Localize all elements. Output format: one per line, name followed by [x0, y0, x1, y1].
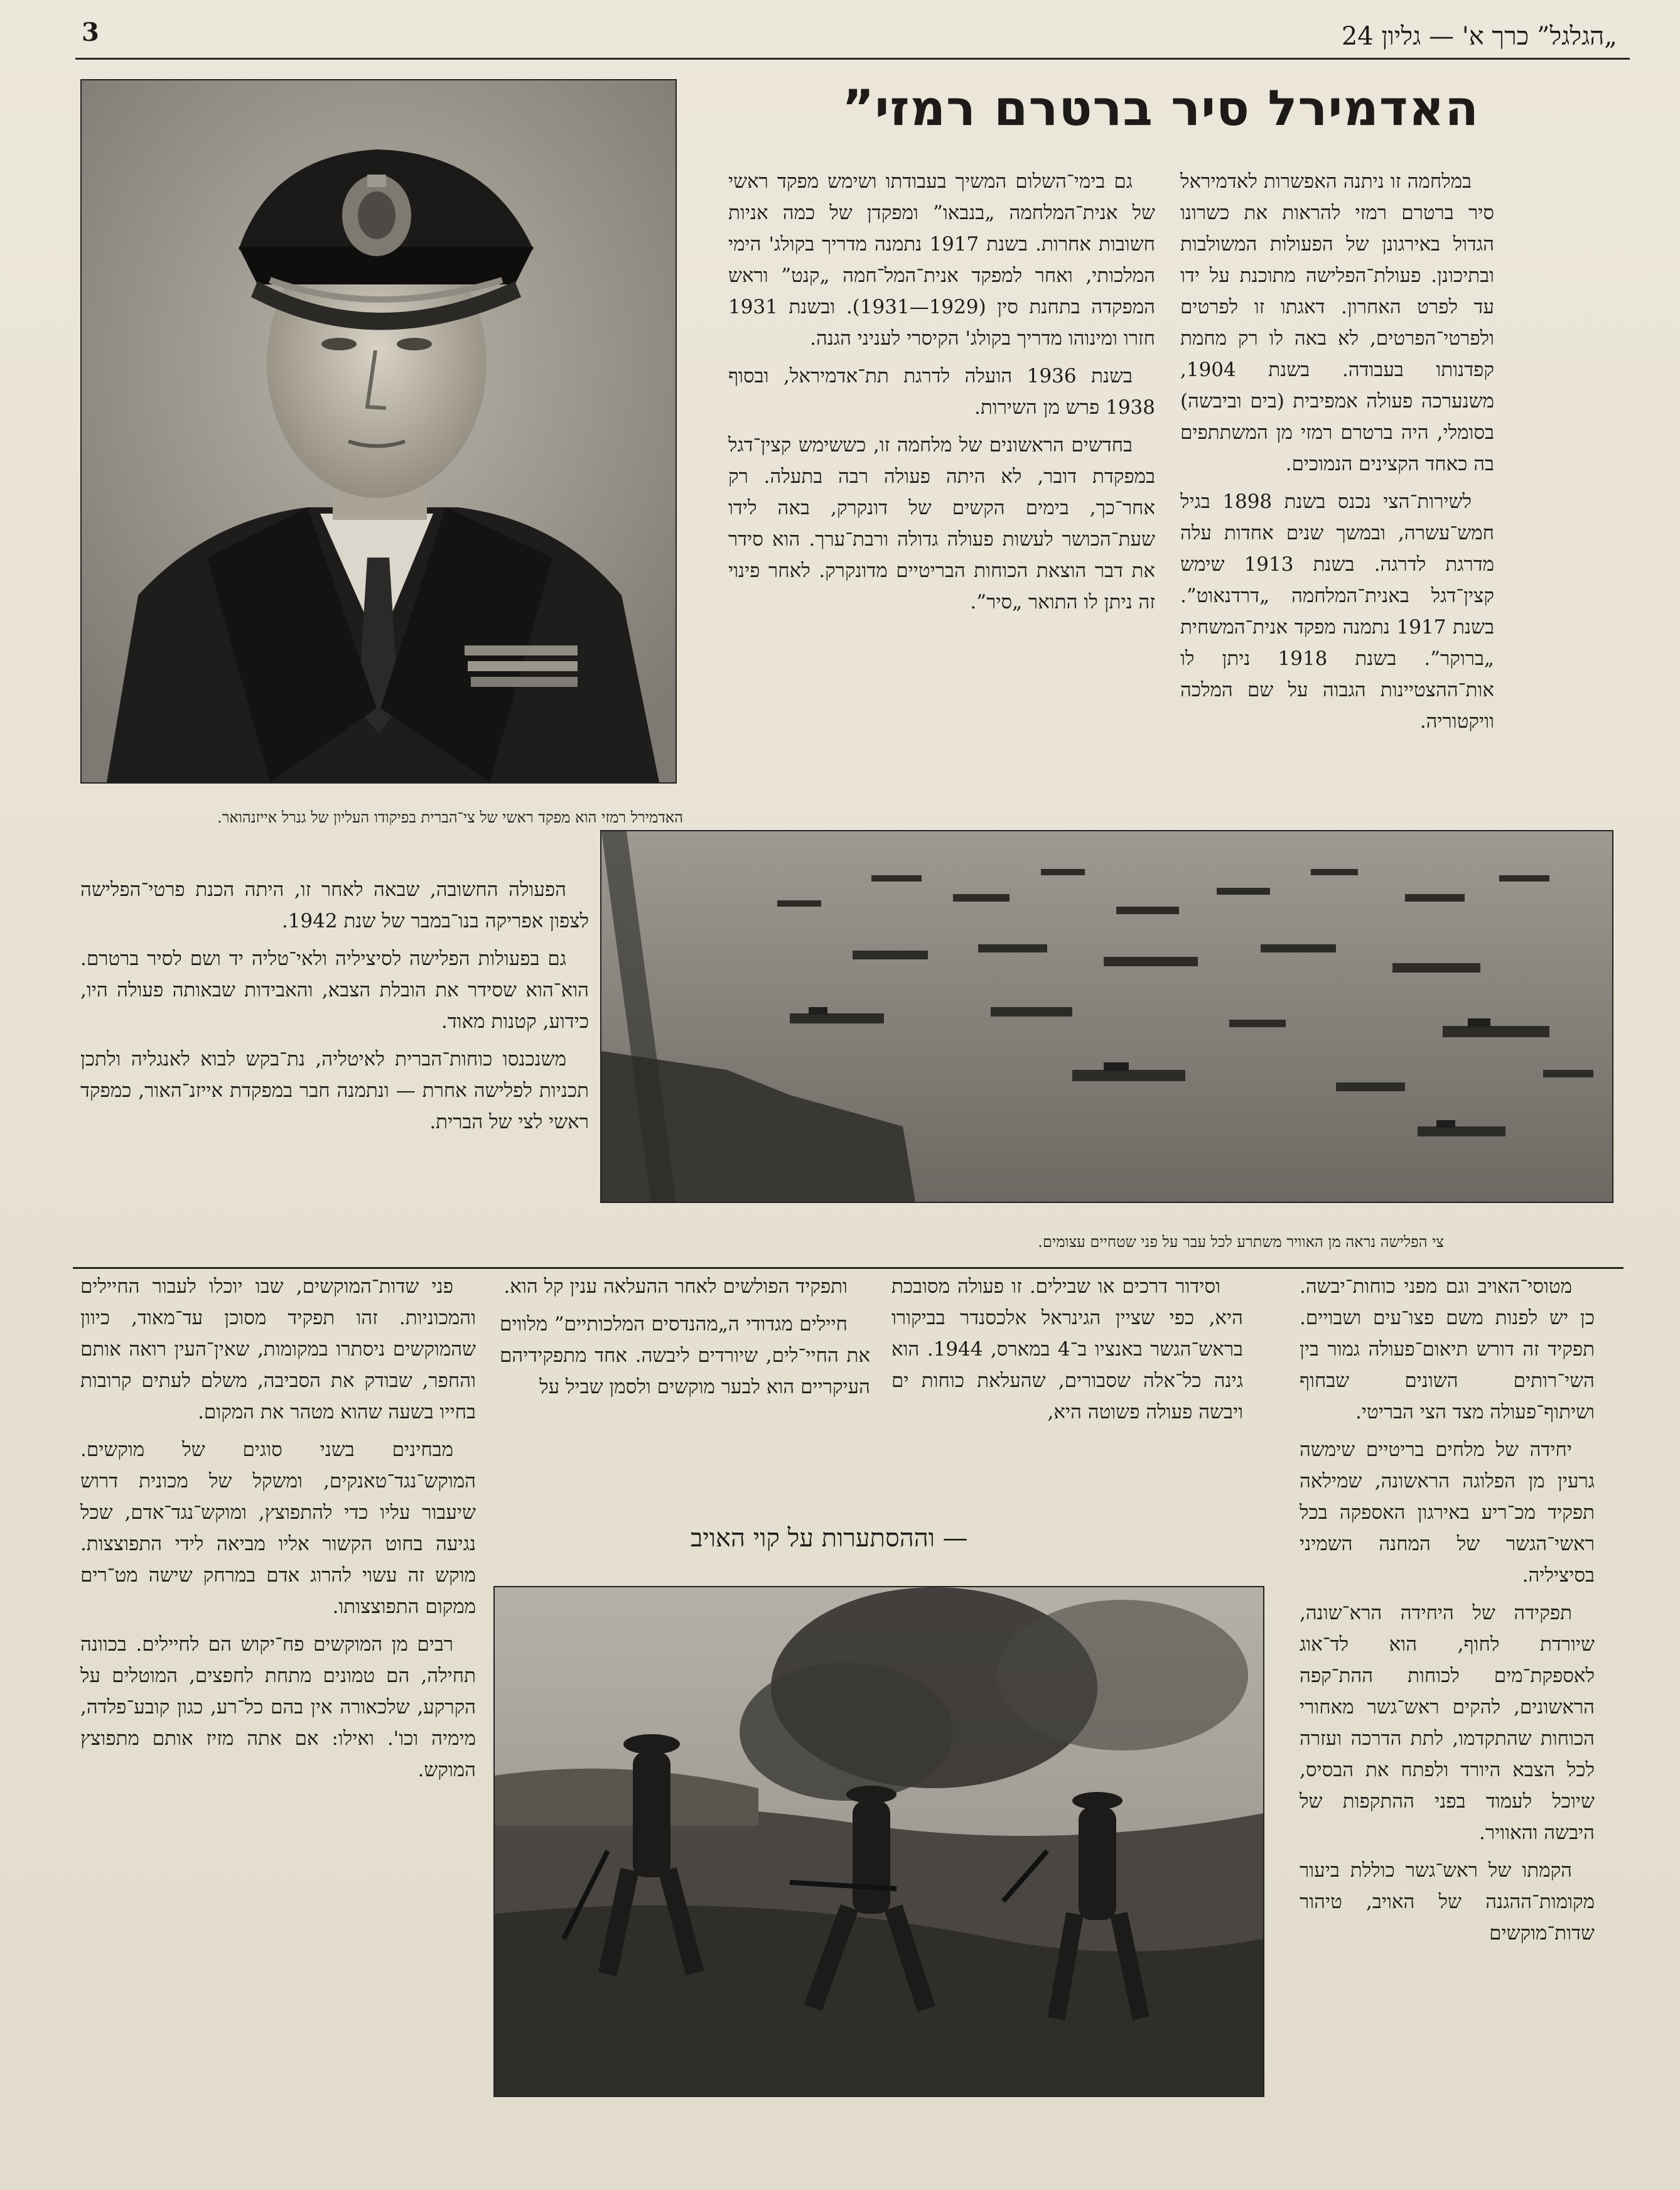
lower-column-2 — [891, 1271, 1243, 1434]
paragraph: חיילים מגדודי ה„מהנדסים המלכותיים” מלווים את החיי־לים, שיורדים ליבשה. אחד מתפקידיהם העיקריים הוא לבער מוקשים ולסמן שביל על — [500, 1313, 870, 1398]
paragraph: במלחמה זו ניתנה האפשרות לאדמיראל סיר ברטרם רמזי להראות את כשרונו הגדול באירגונן של הפעולות המשולבות ובתיכונן. פעולת־הפלישה מתוכנת על ידו עד לפרט האחרון. דאגתו זו לפרטים ולפרטי־הפרטים, לא באה לו רק מחמת קפדנותו בעבודה. בשנת 1904, משנערכה פעולה אמפיבית (בים וביבשה) בסומלי, היה ברטרם רמזי מן המשתתפים בה כאחד הקצינים הנמוכים. — [1180, 170, 1494, 475]
paragraph: ותפקיד הפולשים לאחר ההעלאה ענין קל הוא. — [503, 1275, 848, 1298]
admiral-portrait-photo — [80, 79, 677, 784]
intro-column-left — [728, 166, 1155, 624]
paragraph: מטוסי־האויב וגם מפני כוחות־יבשה. כן יש לפנות משם פצו־עים ושבויים. תפקיד זה דורש תיאום־פעולה גמור בין השי־רותים השונים שבחוף ושיתוף־פעולה מצד הצי הבריטי. — [1300, 1275, 1595, 1423]
paragraph: גם בימי־השלום המשיך בעבודתו ושימש מפקד ראשי של אנית־המלחמה „בנבאו” ומפקדן של כמה אניות חשובות אחרות. בשנת 1917 נתמנה מדריך בקולג' הימי המלכותי, ואחר למפקד אנית־המל־חמה „קנט” וראש המפקדה בתחנת סין (1929—1931). ובשנת 1931 חזרו ומינוהו מדריך בקולג' הקיסרי לעניני הגנה. — [728, 170, 1156, 350]
paragraph: משנכנסו כוחות־הברית לאיטליה, נת־בקש לבוא לאנגליה ולתכן תכניות לפלישה אחרת — ונתמנה חבר במפקדת אייזנ־האור, כמפקד ראשי לצי של הברית. — [80, 1048, 589, 1133]
section-divider — [73, 1267, 1623, 1269]
paragraph: הפעולה החשובה, שבאה לאחר זו, היתה הכנת פרטי־הפלישה לצפון אפריקה בנו־במבר של שנת 1942. — [80, 878, 589, 932]
lower-column-4 — [80, 1271, 476, 1792]
page-number: 3 — [82, 18, 99, 47]
portrait-caption: האדמירל רמזי הוא מפקד ראשי של צי־הברית בפיקודו העליון של גנרל אייזנהואר. — [217, 809, 683, 826]
header-rule — [75, 58, 1630, 60]
soldiers-assault-photo — [493, 1586, 1264, 2097]
lower-column-1 — [1300, 1271, 1595, 1955]
paragraph: לשירות־הצי נכנס בשנת 1898 בגיל חמש־עשרה, ובמשך שנים אחדות עלה מדרגת לדרגה. בשנת 1913 שימש קצין־דגל באנית־המלחמה „דרדנאוט”. בשנת 1917 נתמנה מפקד אנית־המשחית „ברוקר”. בשנת 1918 ניתן לו אות־ההצטיינות הגבוה על שם המלכה וויקטוריה. — [1180, 490, 1495, 733]
paragraph: וסידור דרכים או שבילים. זו פעולה מסובכת היא, כפי שציין הגינראל אלכסנדר בביקורו בראש־הגשר באנציו ב־4 במארס, 1944. הוא גינה כל־אלה שסבורים, שהעלאת כוחות ים ויבשה פעולה פשוטה היא, — [891, 1275, 1243, 1423]
paragraph: פני שדות־המוקשים, שבו יוכלו לעבור החיילים והמכוניות. זהו תפקיד מסוכן עד־מאוד, כיוון שהמוקשים ניסתרו במקומות, שאין־העין רואה אותם והחפר, שבודק את הסביבה, משלם לעתים קרובות בחייו בשעה שהוא מטהר את המקום. — [80, 1275, 476, 1423]
paragraph: בשנת 1936 הועלה לדרגת תת־אדמיראל, ובסוף 1938 פרש מן השירות. — [728, 365, 1155, 419]
paragraph: רבים מן המוקשים פח־יקוש הם לחיילים. בכוונה תחילה, הם טמונים מתחת לחפצים, המוטלים על הקרקע, שלכאורה אין בהם כל־רע, כגון קובע־פלדה, מימיה וכו'. ואילו: אם אתה מזיז אותם מתפוצץ המוקש. — [80, 1633, 476, 1781]
invasion-fleet-photo — [600, 830, 1613, 1203]
section-title: — וההסתערות על קוי האויב — [691, 1524, 968, 1553]
paragraph: הקמתו של ראש־גשר כוללת ביעור מקומות־ההגנה של האויב, טיהור שדות־מוקשים — [1300, 1859, 1595, 1945]
lower-column-3 — [500, 1271, 870, 1409]
intro-column-right — [1180, 166, 1494, 743]
paragraph: יחידה של מלחים בריטיים שימשה גרעין מן הפלוגה הראשונה, שמילאה תפקיד מכ־ריע באירגון האספקה בכל ראשי־הגשר של המחנה השמיני בסיציליה. — [1300, 1438, 1595, 1587]
paragraph: גם בפעולות הפלישה לסיציליה ולאי־טליה יד ושם לסיר ברטרם. הוא־הוא שסידר את הובלת הצבא, והאבידות שבאותה פעולה היו, כידוע, קטנות מאוד. — [80, 947, 589, 1033]
paragraph: בחדשים הראשונים של מלחמה זו, כששימש קצין־דגל במפקדת דובר, לא היתה פעולה רבה בתעלה. רק אחר־כך, בימים הקשים של דונקרק, באה לידו שעת־הכושר לעשות פעולה גדולה ורבת־ערך. הוא סידר את דבר הוצאת הכוחות הבריטיים מדונקרק. לאחר פינוי זה ניתן לו התואר „סיר”. — [728, 434, 1155, 613]
portrait-column — [80, 874, 589, 1144]
paragraph: תפקידה של היחידה הרא־שונה, שיורדת לחוף, הוא לד־אוג לאספקת־מים לכוחות ההת־קפה הראשונים, להקים ראש־גשר מאחורי הכוחות שהתקדמו, לתת הדרכה ועזרה לכל הצבא היורד ולפתח את הבסיס, שיוכל לעמוד בפני ההתקפות של היבשה והאוויר. — [1300, 1602, 1595, 1844]
publication-header: „הגלגל” כרך א' — גליון 24 — [1341, 22, 1617, 51]
fleet-caption: צי הפלישה נראה מן האוויר משתרע לכל עבר על פני שטחיים עצומים. — [1038, 1233, 1444, 1251]
article-headline: האדמירל סיר ברטרם רמזי” — [842, 80, 1479, 137]
paragraph: מבחינים בשני סוגים של מוקשים. המוקש־נגד־טאנקים, ומשקל של מכונית דרוש שיעבור עליו כדי להתפוצץ, ומוקש־נגד־אדם, שכל נגיעה בחוט הקשור אליו מביאה לידי התפוצצות. מוקש זה עשוי להרוג אדם במרחק שישה מט־רים ממקום התפוצצותו. — [80, 1438, 476, 1618]
